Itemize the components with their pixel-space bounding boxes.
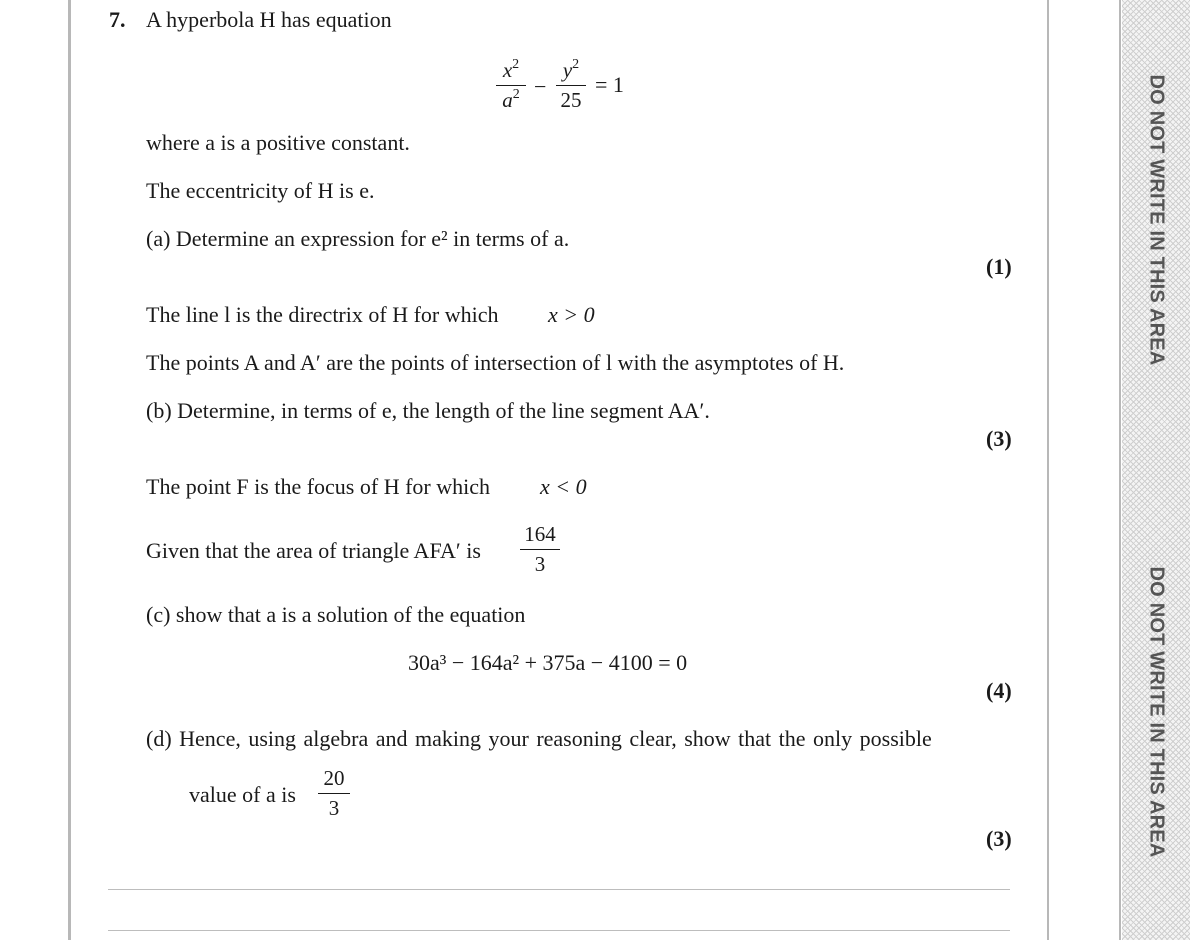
- y-exponent: 2: [572, 57, 580, 72]
- right-border: [1047, 0, 1049, 940]
- left-border: [68, 0, 71, 940]
- corner-text: [1062, 0, 1093, 1]
- margin-border: [1119, 0, 1121, 940]
- equation-minus: −: [534, 74, 547, 99]
- focus-text: The point F is the focus of H for which: [146, 474, 490, 499]
- area-fraction: [520, 522, 560, 576]
- mark-d: (3): [986, 826, 1012, 851]
- value-fraction: [318, 766, 350, 820]
- y-denominator: 25: [560, 88, 582, 112]
- points-text: The points A and A′ are the points of intersection of l with the asymptotes of H.: [146, 350, 845, 375]
- margin-label-bottom: DO NOT WRITE IN THIS AREA: [1145, 566, 1168, 858]
- question-number: 7.: [109, 7, 126, 32]
- area-denominator: 3: [534, 552, 546, 576]
- mark-b: (3): [986, 426, 1012, 451]
- answer-line[interactable]: [108, 930, 1010, 931]
- margin-label-top: DO NOT WRITE IN THIS AREA: [1145, 74, 1168, 366]
- equation-x-fraction: [496, 58, 526, 112]
- area-numerator: 164: [524, 522, 556, 546]
- value-denominator: 3: [328, 796, 340, 820]
- y-numerator: y: [562, 58, 573, 82]
- value-numerator: 20: [323, 766, 345, 790]
- value-text: value of a is: [189, 782, 296, 807]
- x-exponent: 2: [512, 57, 520, 72]
- part-c: (c) show that a is a solution of the equation: [146, 602, 526, 627]
- part-a: (a) Determine an expression for e² in terms of a.: [146, 226, 570, 251]
- part-b: (b) Determine, in terms of e, the length of the line segment AA′.: [146, 398, 710, 423]
- eccentricity-text: The eccentricity of H is e.: [146, 178, 375, 203]
- mark-a: (1): [986, 254, 1012, 279]
- mark-c: (4): [986, 678, 1012, 703]
- x-numerator: x: [502, 58, 513, 82]
- a-denominator: a: [502, 88, 513, 112]
- directrix-condition: x > 0: [548, 302, 595, 327]
- answer-line[interactable]: [108, 889, 1010, 890]
- area-text: Given that the area of triangle AFA′ is: [146, 538, 481, 563]
- directrix-text: The line l is the directrix of H for which: [146, 302, 499, 327]
- where-text: where a is a positive constant.: [146, 130, 410, 155]
- focus-condition: x < 0: [540, 474, 587, 499]
- equation-rhs: = 1: [595, 72, 624, 97]
- question-intro: A hyperbola H has equation: [146, 7, 392, 32]
- part-d: (d) Hence, using algebra and making your reasoning clear, show that the only possible: [146, 726, 932, 751]
- a-exponent: 2: [512, 87, 520, 102]
- equation-y-fraction: [556, 58, 586, 112]
- cubic-equation: 30a³ − 164a² + 375a − 4100 = 0: [408, 650, 688, 675]
